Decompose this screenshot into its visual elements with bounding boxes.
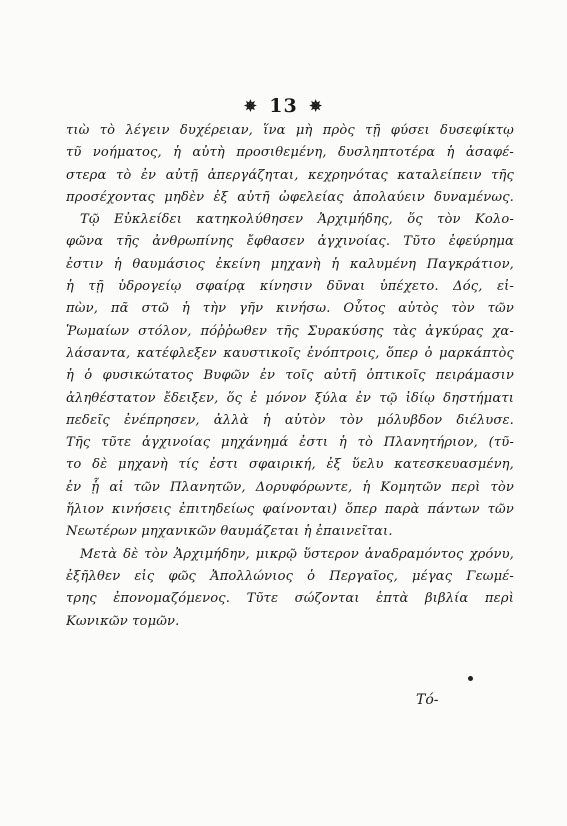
catchword: Τό-: [416, 692, 439, 708]
text-line: πεδεῖς ἐνέπρησεν, ἀλλὰ ἡ αὐτὸν τὸν μόλυβδον διέλυσε.: [66, 412, 514, 428]
text-line: προσέχοντας μηδὲν ἐξ αὐτῆ ὠφελείας ἀπολαύειν δυναμένως.: [66, 189, 514, 205]
text-line: τρης ἐπονομαζόμενος. Τῦτε σώζονται ἑπτὰ βιβλία περὶ: [66, 591, 514, 607]
page-header: [0, 94, 567, 120]
text-line: Ῥωμαίων στόλον, πόῤῥωθεν τῆς Συρακύσης τὰς ἀγκύρας χα-: [66, 323, 514, 339]
page-number: 13: [269, 95, 298, 117]
text-line: ἐστιν ἡ θαυμάσιος ἐκείνη μηχανὴ ἡ καλυμένη Παγκράτιον,: [66, 256, 514, 272]
text-line: τῦ νοήματος, ἡ αὐτὴ προσιθεμένη, δυσληπτοτέρα ἡ ἀσαφέ-: [66, 145, 514, 161]
text-line: ἡ τῇ ὑδρογείῳ σφαίρᾳ κίνησιν δῦναι ὑπέχετο. Δός, εἰ-: [66, 279, 514, 295]
ink-spot: [468, 676, 473, 681]
text-line: λάσαντα, κατέφλεξεν καυστικοῖς ἐνόπτροις, ὅπερ ὁ μαρκάπτὸς: [66, 345, 514, 361]
text-line: ἀληθέστατον ἔδειξεν, ὅς ἐ μόνον ξύλα ἐν τῷ ἰδίῳ δηστήματι: [66, 390, 514, 406]
text-line: το δὲ μηχανὴ τίς ἐστι σφαιρική, ἐξ ὕελυ κατεσκευασμένη,: [66, 457, 514, 473]
text-line: ἥλιον κινήσεις ἐπιτηδείως φαίνονται) ὅπερ παρὰ πάντων τῶν: [66, 502, 514, 518]
text-line: φῶνα τῆς ἀνθρωπίνης ἔφθασεν ἀγχινοίας. Τῦτο ἐφεύρημα: [66, 234, 514, 250]
left-ornament-icon: ✵: [244, 97, 258, 115]
text-line: τιὼ τὸ λέγειν δυχέρειαν, ἵνα μὴ πρὸς τῇ φύσει δυσεφίκτῳ: [66, 123, 514, 138]
text-line: Νεωτέρων μηχανικῶν θαυμάζεται ἡ ἐπαινεῖται.: [66, 524, 393, 540]
text-line: Τῆς τῦτε ἀγχινοίας μηχάνημά ἐστι ἡ τὸ Πλανητήριον, (τῦ-: [66, 435, 514, 451]
text-line: Τῷ Εὐκλείδει κατηκολύθησεν Ἀρχιμήδης, ὅς τὸν Κολο-: [80, 212, 514, 228]
text-line: στερα τὸ ἐν αὐτῇ ἀπεργάζηται, κεχρηνότας καταλείπειν τῆς: [66, 167, 514, 183]
body-text: [66, 120, 514, 633]
text-line: ἐξῆλθεν εἰς φῶς Ἀπολλώνιος ὁ Περγαῖος, μέγας Γεωμέ-: [66, 568, 514, 584]
text-line: Μετὰ δὲ τὸν Ἀρχιμήδην, μικρῷ ὕστερον ἀναδραμόντος χρόνυ,: [80, 546, 514, 562]
text-line: ἡ ὁ φυσικώτατος Βυφῶν ἐν τοῖς αὐτῆ ὀπτικοῖς πειράμασιν: [66, 368, 514, 384]
text-line: πὼν, πᾶ στῶ ἡ τὴν γῆν κινήσω. Οὗτος αὐτὸς τὸν τῶν: [66, 301, 514, 317]
text-line: ἐν ᾗ αἱ τῶν Πλανητῶν, Δορυφόρωντε, ἡ Κομητῶν περὶ τὸν: [66, 479, 514, 495]
right-ornament-icon: ✵: [309, 97, 323, 115]
text-line: Κωνικῶν τομῶν.: [66, 613, 180, 629]
